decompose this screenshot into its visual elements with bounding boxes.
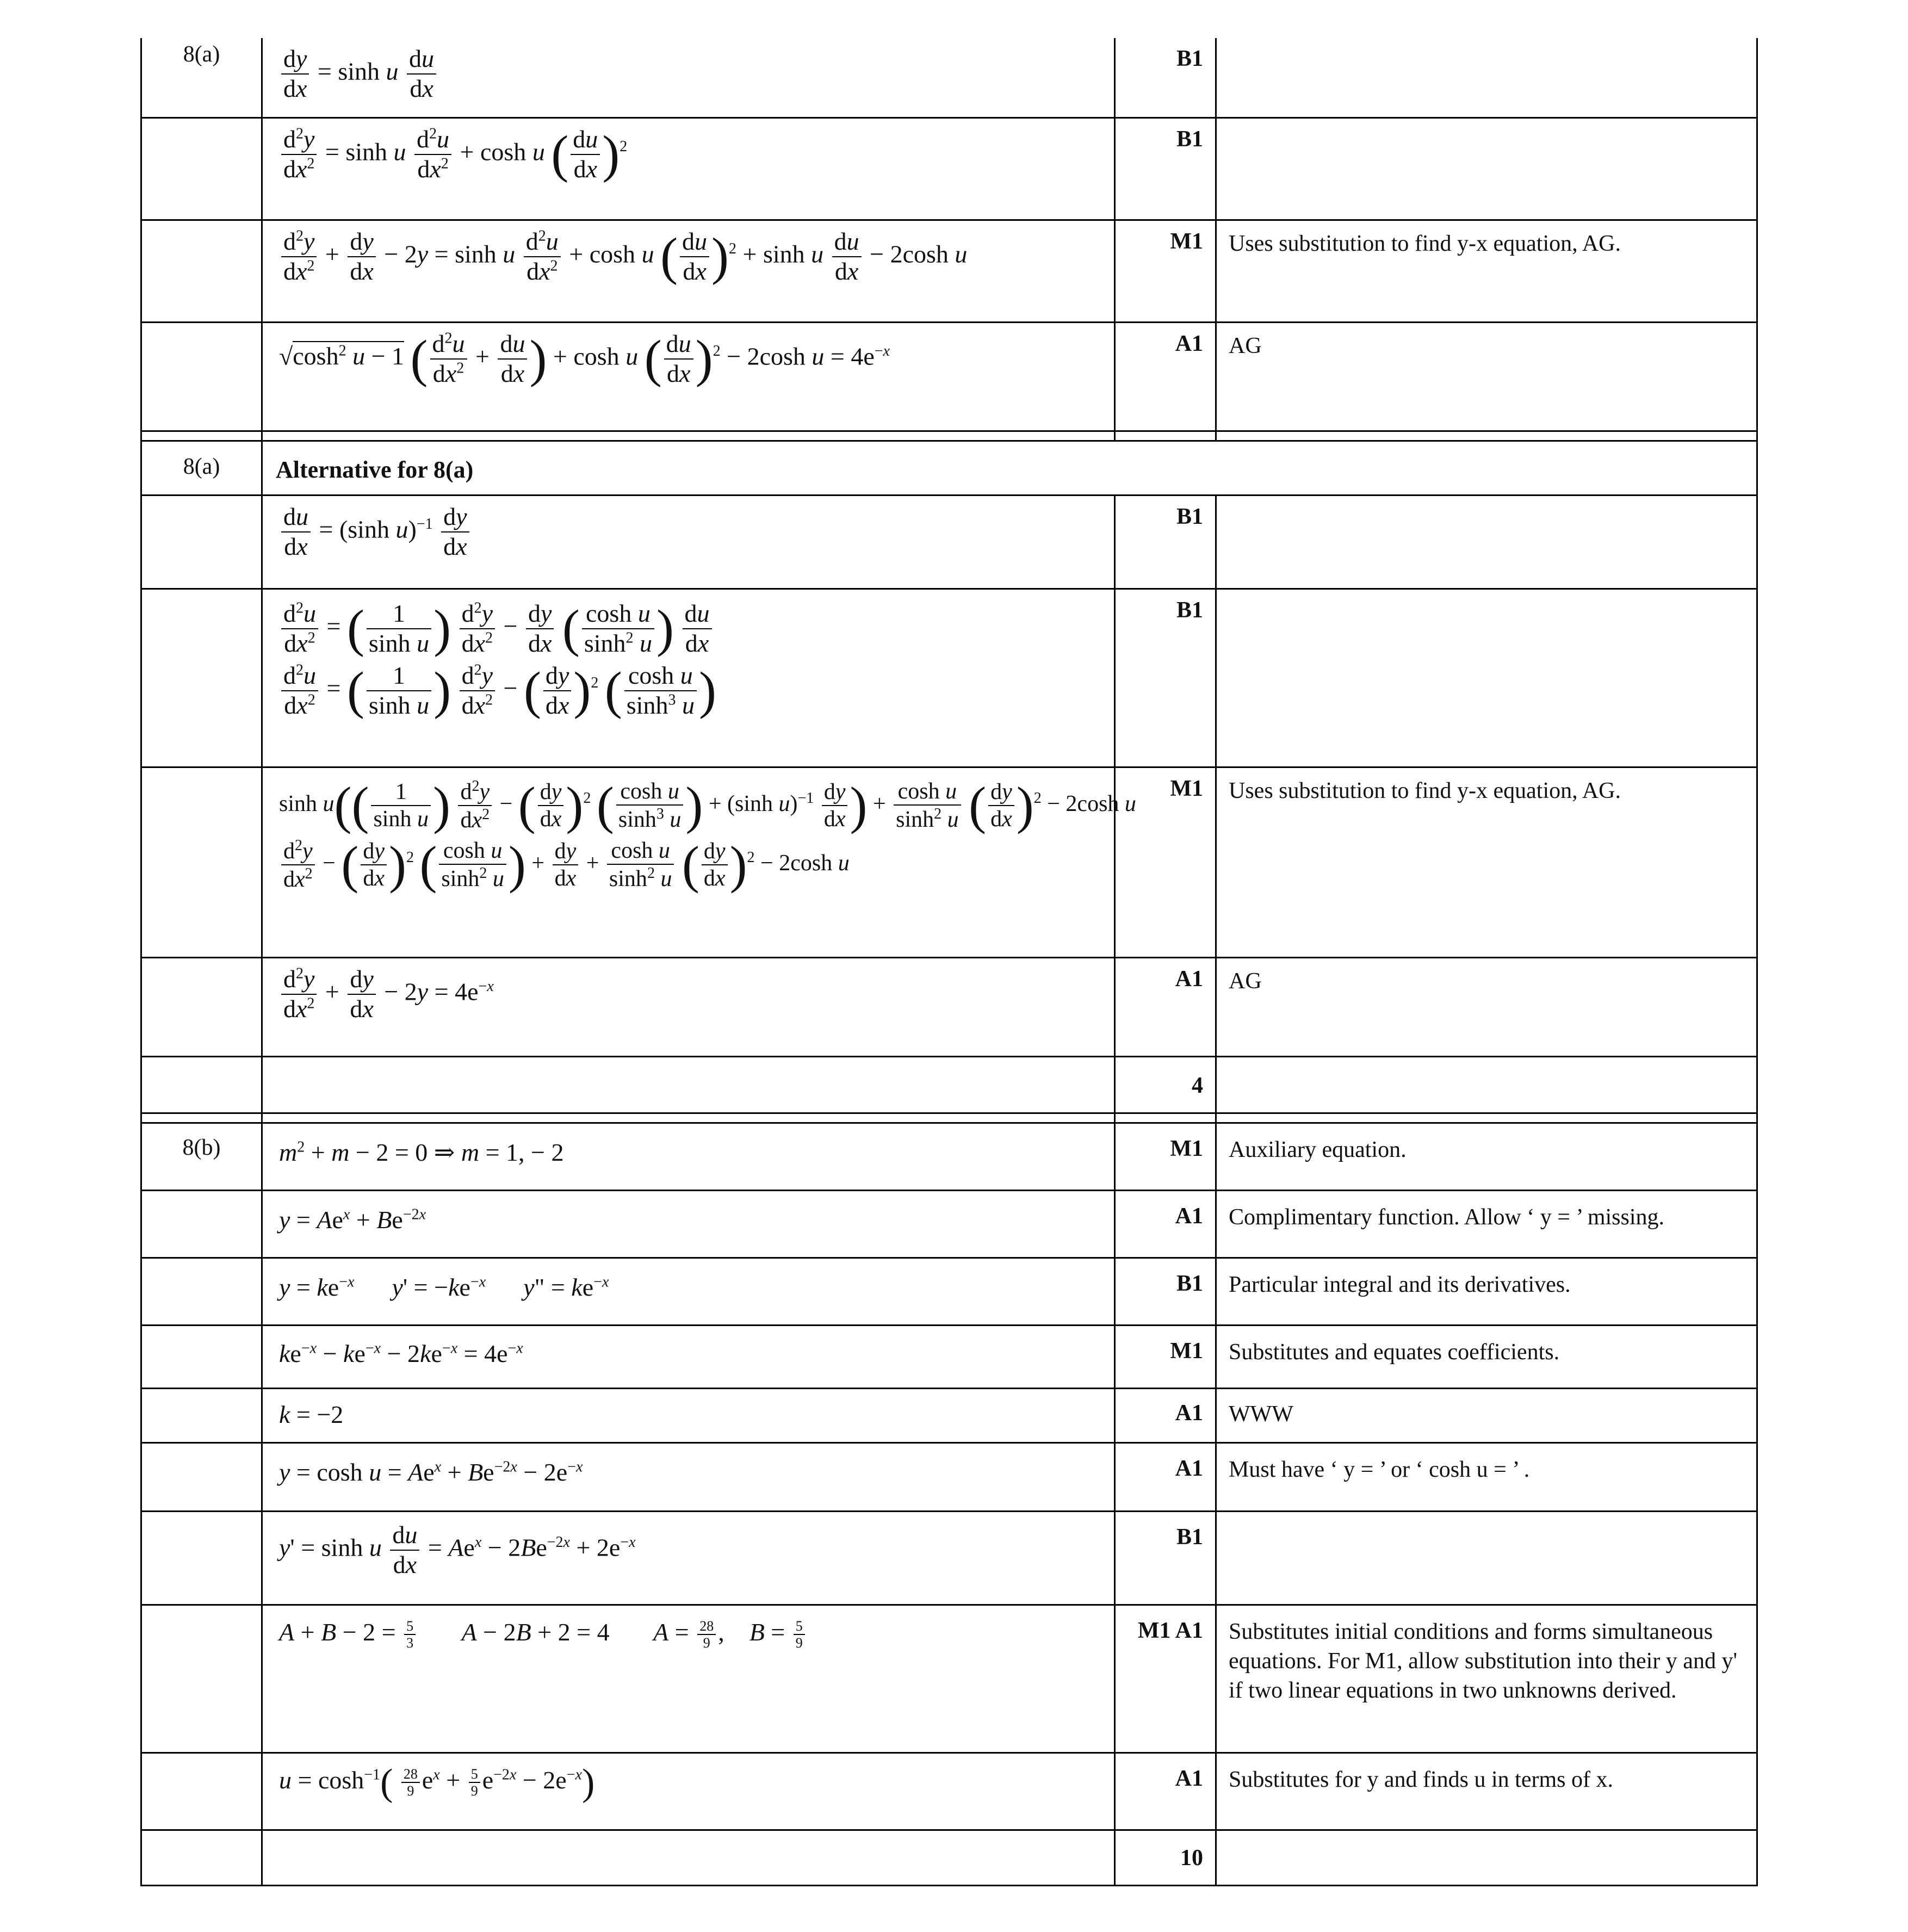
mark-scheme-table: [140, 38, 1758, 1886]
equation: $ke^{-x} - ke^{-x} - 2ke^{-x} = 4e^{-x}$: [279, 1340, 523, 1367]
guidance: Substitutes initial conditions and forms simultaneous equations. For M1, allow substitution into their y and y' if two linear equations in two unknowns derived.: [1215, 1606, 1758, 1752]
marks: B1: [1114, 590, 1215, 766]
equation: y' = sinh u $\frac{du}{dx}$ = $Ae^x - 2Be^{-2x} + 2e^{-x}$: [279, 1521, 636, 1578]
equation: $\frac{d^2y}{dx^2}$ + $\frac{dy}{dx}$ − $2y = 4e^{-x}$: [279, 965, 1099, 1024]
guidance: [1215, 590, 1758, 766]
marks: M1: [1114, 221, 1215, 321]
total-marks: 10: [1114, 1831, 1215, 1885]
table-row: [140, 1606, 1758, 1754]
question-number: 8(b): [140, 1124, 261, 1190]
equation: $y = ke^{-x}$ $y' = -ke^{-x}$ y" = $ke^{-x}$: [279, 1273, 609, 1301]
table-row: [140, 1326, 1758, 1389]
answer-cell: [261, 1606, 1114, 1752]
equation: $y = \cosh u = Ae^x + Be^{-2x} - 2e^{-x}$: [279, 1458, 583, 1486]
equation: k = −2: [279, 1401, 344, 1428]
table-row: [140, 1057, 1758, 1114]
marks: A1: [1114, 323, 1215, 430]
section-divider: [140, 432, 1758, 442]
guidance: Complimentary function. Allow ‘ y = ’ missing.: [1215, 1191, 1758, 1257]
table-row: [140, 496, 1758, 590]
guidance: [1215, 1512, 1758, 1604]
answer-cell: [261, 496, 1114, 588]
equation: A + B − 2 = $\frac{5}{3}$ A − 2B + 2 = 4 A = $\frac{28}{9}$ , B = $\frac{5}{9}$: [279, 1617, 1099, 1651]
question-number: 8(a): [140, 442, 261, 494]
answer-cell: [261, 1191, 1114, 1257]
guidance: WWW: [1215, 1389, 1758, 1442]
answer-cell: [261, 1124, 1114, 1190]
guidance: [1215, 119, 1758, 219]
total-marks: 4: [1114, 1057, 1215, 1112]
guidance: [1215, 38, 1758, 117]
equation: $√\cosh^2$ u − 1 ( $\frac{d^2u}{dx^2}$ + $\frac{du}{dx}$ ) + cosh u ( $\frac{du}{dx}$ )$^2$ − 2cosh $u = 4e^{-x}$: [279, 329, 890, 388]
guidance: AG: [1215, 323, 1758, 430]
answer-cell: [261, 1444, 1114, 1510]
table-row: [140, 323, 1758, 432]
answer-cell: [261, 1259, 1114, 1324]
answer-cell: [261, 768, 1136, 957]
equation: $\frac{d^2y}{dx^2}$ − ( $\frac{dy}{dx}$ )$^2$ ( $\frac{\text{cosh u}}{\sinh^2 u}$ ) + $\frac{dy}{dx}$ + $\frac{\text{cosh u}}{\sinh^2 u}$ ( $\frac{dy}{dx}$ )$^2$ − 2cosh u: [279, 837, 1112, 893]
marks: A1: [1114, 958, 1215, 1056]
answer-cell: [261, 38, 1114, 117]
marks: M1: [1114, 768, 1215, 957]
answer-cell: [261, 323, 1114, 430]
marks: M1: [1114, 1326, 1215, 1388]
answer-cell: [261, 1326, 1114, 1388]
table-row: [140, 221, 1758, 323]
table-row: [140, 1831, 1758, 1886]
guidance: Substitutes for y and finds u in terms of x.: [1215, 1754, 1758, 1829]
section-8a-alternative: [140, 442, 1758, 1114]
marks: A1: [1114, 1444, 1215, 1510]
marks: M1 A1: [1114, 1606, 1215, 1752]
table-row: [140, 1191, 1758, 1259]
marks: B1: [1114, 38, 1215, 117]
answer-cell: [261, 119, 1114, 219]
equation: sinh u(( $\frac{1}{\text{sinh u}}$ ) $\frac{d^2y}{dx^2}$ − ( $\frac{dy}{dx}$ )$^2$ ( $\frac{\text{cosh u}}{\sinh^3 u}$ ) + (sinh u)$^{-1}$ $\frac{dy}{dx}$ ) + $\frac{\text{cosh u}}{\sinh^2 u}$ ( $\frac{dy}{dx}$ )$^2$ − 2cosh u: [279, 776, 1136, 835]
table-row: [140, 1389, 1758, 1444]
equation: $\frac{dy}{dx}$ = sinh u $\frac{du}{dx}$: [279, 45, 1099, 103]
section-8a: [140, 38, 1758, 432]
guidance: [1215, 1057, 1758, 1112]
table-row: [140, 1259, 1758, 1326]
answer-cell: [261, 221, 1114, 321]
equation: $\frac{du}{dx}$ = (sinh u)$^{-1}$ $\frac{dy}{dx}$: [279, 503, 1099, 561]
table-row: [140, 1512, 1758, 1606]
answer-cell: [261, 1512, 1114, 1604]
guidance: AG: [1215, 958, 1758, 1056]
guidance: Must have ‘ y = ’ or ‘ cosh u = ’ .: [1215, 1444, 1758, 1510]
guidance: [1215, 1831, 1758, 1885]
table-row: [140, 958, 1758, 1057]
marks: A1: [1114, 1389, 1215, 1442]
table-row: [140, 38, 1758, 119]
equation: $\frac{d^2y}{dx^2}$ + $\frac{dy}{dx}$ − 2y = sinh u $\frac{d^2u}{dx^2}$ + cosh u ( $\frac{du}{dx}$ )$^2$ + sinh u $\frac{du}{dx}$ − 2cosh u: [279, 227, 1099, 286]
section-divider: [140, 1114, 1758, 1124]
table-row: [140, 768, 1758, 958]
equation: $m^2 + m - 2 = 0$ ⇒ m = 1, − 2: [279, 1138, 564, 1166]
guidance: Auxiliary equation.: [1215, 1124, 1758, 1190]
guidance: Uses substitution to find y-x equation, AG.: [1215, 768, 1758, 957]
marks: M1: [1114, 1124, 1215, 1190]
guidance: Particular integral and its derivatives.: [1215, 1259, 1758, 1324]
equation: $u = \cosh^{-1}$( $\frac{28}{9}$ $e^x$ + $\frac{5}{9}$ $e^{-2x} - 2e^{-x}$): [279, 1761, 595, 1804]
table-row: [140, 1124, 1758, 1191]
answer-cell: [261, 1754, 1114, 1829]
guidance: [1215, 496, 1758, 588]
answer-cell: [261, 958, 1114, 1056]
guidance: Substitutes and equates coefficients.: [1215, 1326, 1758, 1388]
answer-cell: [261, 590, 1114, 766]
marks: A1: [1114, 1754, 1215, 1829]
table-row: [140, 119, 1758, 221]
section-8b: [140, 1124, 1758, 1886]
equation: $\frac{d^2u}{dx^2}$ = ( $\frac{1}{\text{sinh u}}$ ) $\frac{d^2y}{dx^2}$ − $\frac{dy}{dx}$ ( $\frac{\text{cosh u}}{\sinh^2 u}$ ) $\frac{du}{dx}$: [279, 599, 1099, 658]
table-row: [140, 442, 1758, 496]
question-number: 8(a): [140, 38, 261, 117]
table-row: [140, 1444, 1758, 1512]
marks: B1: [1114, 1512, 1215, 1604]
table-row: [140, 1754, 1758, 1831]
equation: $y = Ae^x + Be^{-2x}$: [279, 1206, 426, 1234]
marks: B1: [1114, 119, 1215, 219]
equation: $\frac{d^2u}{dx^2}$ = ( $\frac{1}{\text{sinh u}}$ ) $\frac{d^2y}{dx^2}$ − ( $\frac{dy}{dx}$ )$^2$ ( $\frac{\text{cosh u}}{\sinh^3 u}$ ): [279, 661, 1099, 720]
marks: B1: [1114, 1259, 1215, 1324]
answer-cell: [261, 1389, 1114, 1442]
table-row: [140, 590, 1758, 768]
marks: B1: [1114, 496, 1215, 588]
marks: A1: [1114, 1191, 1215, 1257]
equation: $\frac{d^2y}{dx^2}$ = sinh u $\frac{d^2u}{dx^2}$ + cosh u ( $\frac{du}{dx}$ )$^2$: [279, 125, 1099, 184]
guidance: Uses substitution to find y-x equation, AG.: [1215, 221, 1758, 321]
alternative-header: Alternative for 8(a): [261, 442, 1758, 494]
